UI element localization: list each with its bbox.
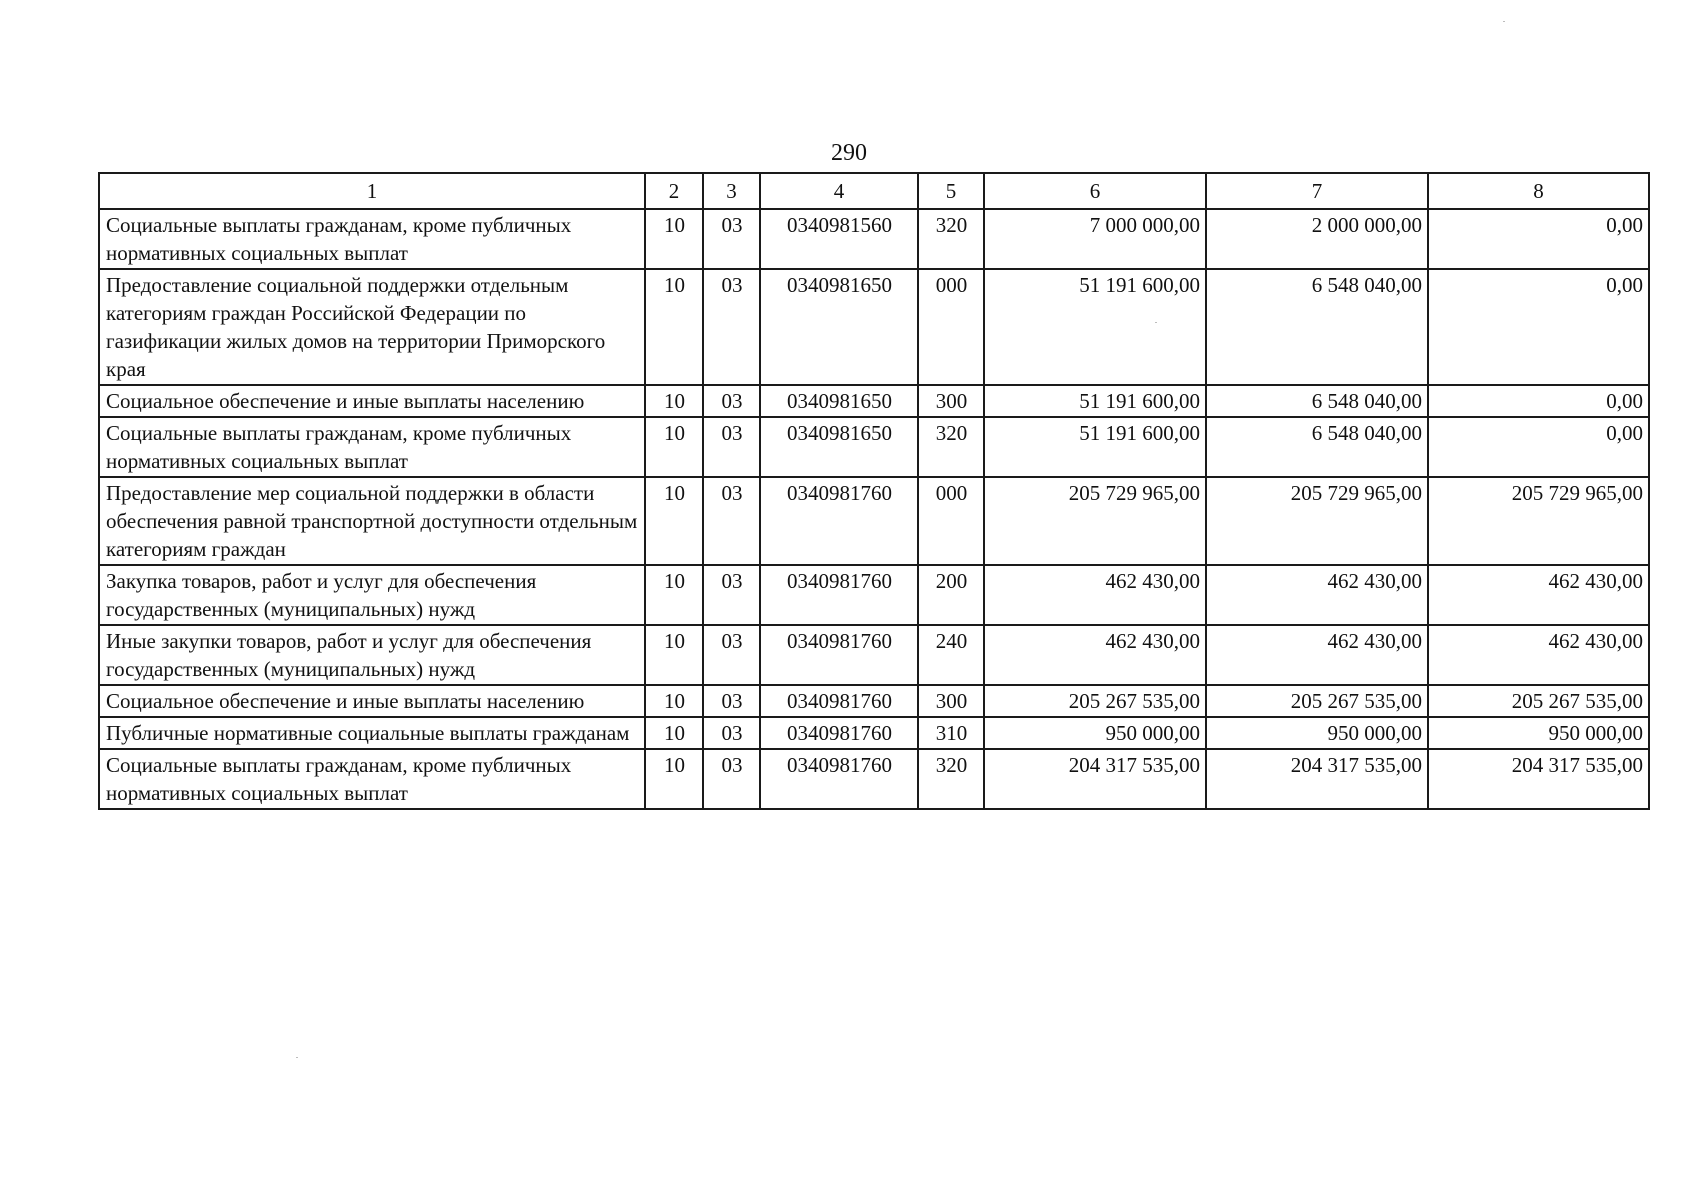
- subsection-code: 03: [703, 385, 760, 417]
- amount-col-6: 51 191 600,00: [984, 385, 1206, 417]
- amount-col-6: 51 191 600,00: [984, 417, 1206, 477]
- amount-col-6: 204 317 535,00: [984, 749, 1206, 809]
- section-code: 10: [645, 625, 703, 685]
- subsection-code: 03: [703, 417, 760, 477]
- section-code: 10: [645, 209, 703, 269]
- column-header: 3: [703, 173, 760, 209]
- table-row: [99, 565, 1649, 625]
- table-row: [99, 417, 1649, 477]
- scan-speck: [296, 1057, 298, 1058]
- target-article-code: 0340981760: [760, 685, 918, 717]
- expense-type-code: 320: [918, 209, 984, 269]
- amount-col-6: 205 267 535,00: [984, 685, 1206, 717]
- amount-col-6: 950 000,00: [984, 717, 1206, 749]
- expense-type-code: 300: [918, 685, 984, 717]
- amount-col-7: 205 267 535,00: [1206, 685, 1428, 717]
- amount-col-7: 205 729 965,00: [1206, 477, 1428, 565]
- amount-col-6: 7 000 000,00: [984, 209, 1206, 269]
- column-header: 7: [1206, 173, 1428, 209]
- amount-col-7: 6 548 040,00: [1206, 269, 1428, 385]
- expense-type-code: 000: [918, 477, 984, 565]
- section-code: 10: [645, 385, 703, 417]
- amount-col-8: 462 430,00: [1428, 565, 1649, 625]
- target-article-code: 0340981760: [760, 717, 918, 749]
- amount-col-8: 205 267 535,00: [1428, 685, 1649, 717]
- section-code: 10: [645, 477, 703, 565]
- amount-col-6: 462 430,00: [984, 625, 1206, 685]
- column-number-row: [99, 173, 1649, 209]
- amount-col-7: 462 430,00: [1206, 565, 1428, 625]
- subsection-code: 03: [703, 625, 760, 685]
- subsection-code: 03: [703, 717, 760, 749]
- column-header: 8: [1428, 173, 1649, 209]
- target-article-code: 0340981650: [760, 385, 918, 417]
- target-article-code: 0340981650: [760, 417, 918, 477]
- expense-name: Социальные выплаты гражданам, кроме публичных нормативных социальных выплат: [99, 209, 645, 269]
- expense-name: Предоставление мер социальной поддержки в области обеспечения равной транспортной доступности отдельным категориям граждан: [99, 477, 645, 565]
- expense-name: Публичные нормативные социальные выплаты гражданам: [99, 717, 645, 749]
- subsection-code: 03: [703, 209, 760, 269]
- table-row: [99, 385, 1649, 417]
- expense-name: Социальные выплаты гражданам, кроме публичных нормативных социальных выплат: [99, 749, 645, 809]
- amount-col-8: 205 729 965,00: [1428, 477, 1649, 565]
- target-article-code: 0340981650: [760, 269, 918, 385]
- expense-name: Социальное обеспечение и иные выплаты населению: [99, 385, 645, 417]
- column-header: 5: [918, 173, 984, 209]
- amount-col-7: 2 000 000,00: [1206, 209, 1428, 269]
- amount-col-7: 6 548 040,00: [1206, 385, 1428, 417]
- section-code: 10: [645, 749, 703, 809]
- amount-col-8: 0,00: [1428, 209, 1649, 269]
- amount-col-7: 950 000,00: [1206, 717, 1428, 749]
- table-row: [99, 477, 1649, 565]
- target-article-code: 0340981560: [760, 209, 918, 269]
- subsection-code: 03: [703, 749, 760, 809]
- section-code: 10: [645, 269, 703, 385]
- amount-col-8: 0,00: [1428, 417, 1649, 477]
- section-code: 10: [645, 417, 703, 477]
- target-article-code: 0340981760: [760, 625, 918, 685]
- column-header: 6: [984, 173, 1206, 209]
- amount-col-6: 51 191 600,00: [984, 269, 1206, 385]
- expense-type-code: 000: [918, 269, 984, 385]
- column-header: 1: [99, 173, 645, 209]
- amount-col-7: 204 317 535,00: [1206, 749, 1428, 809]
- expense-name: Предоставление социальной поддержки отдельным категориям граждан Российской Федерации по газификации жилых домов на территории Приморского края: [99, 269, 645, 385]
- table-row: [99, 717, 1649, 749]
- target-article-code: 0340981760: [760, 565, 918, 625]
- table-row: [99, 209, 1649, 269]
- amount-col-8: 0,00: [1428, 385, 1649, 417]
- expense-name: Социальные выплаты гражданам, кроме публичных нормативных социальных выплат: [99, 417, 645, 477]
- section-code: 10: [645, 717, 703, 749]
- budget-table: [98, 172, 1650, 810]
- expense-type-code: 300: [918, 385, 984, 417]
- table-row: [99, 625, 1649, 685]
- scan-speck: [1503, 21, 1505, 22]
- amount-col-8: 462 430,00: [1428, 625, 1649, 685]
- target-article-code: 0340981760: [760, 477, 918, 565]
- column-header: 4: [760, 173, 918, 209]
- expense-type-code: 310: [918, 717, 984, 749]
- section-code: 10: [645, 685, 703, 717]
- amount-col-6: 205 729 965,00: [984, 477, 1206, 565]
- scan-speck: [1155, 322, 1157, 323]
- column-header: 2: [645, 173, 703, 209]
- expense-type-code: 320: [918, 417, 984, 477]
- amount-col-8: 204 317 535,00: [1428, 749, 1649, 809]
- subsection-code: 03: [703, 477, 760, 565]
- subsection-code: 03: [703, 565, 760, 625]
- expense-type-code: 240: [918, 625, 984, 685]
- page-number: 290: [831, 140, 867, 166]
- amount-col-6: 462 430,00: [984, 565, 1206, 625]
- table-row: [99, 685, 1649, 717]
- subsection-code: 03: [703, 685, 760, 717]
- expense-name: Социальное обеспечение и иные выплаты населению: [99, 685, 645, 717]
- expense-name: Закупка товаров, работ и услуг для обеспечения государственных (муниципальных) нужд: [99, 565, 645, 625]
- target-article-code: 0340981760: [760, 749, 918, 809]
- table-row: [99, 749, 1649, 809]
- table-row: [99, 269, 1649, 385]
- expense-type-code: 200: [918, 565, 984, 625]
- amount-col-7: 6 548 040,00: [1206, 417, 1428, 477]
- amount-col-8: 950 000,00: [1428, 717, 1649, 749]
- subsection-code: 03: [703, 269, 760, 385]
- expense-name: Иные закупки товаров, работ и услуг для обеспечения государственных (муниципальных) нужд: [99, 625, 645, 685]
- amount-col-7: 462 430,00: [1206, 625, 1428, 685]
- section-code: 10: [645, 565, 703, 625]
- amount-col-8: 0,00: [1428, 269, 1649, 385]
- expense-type-code: 320: [918, 749, 984, 809]
